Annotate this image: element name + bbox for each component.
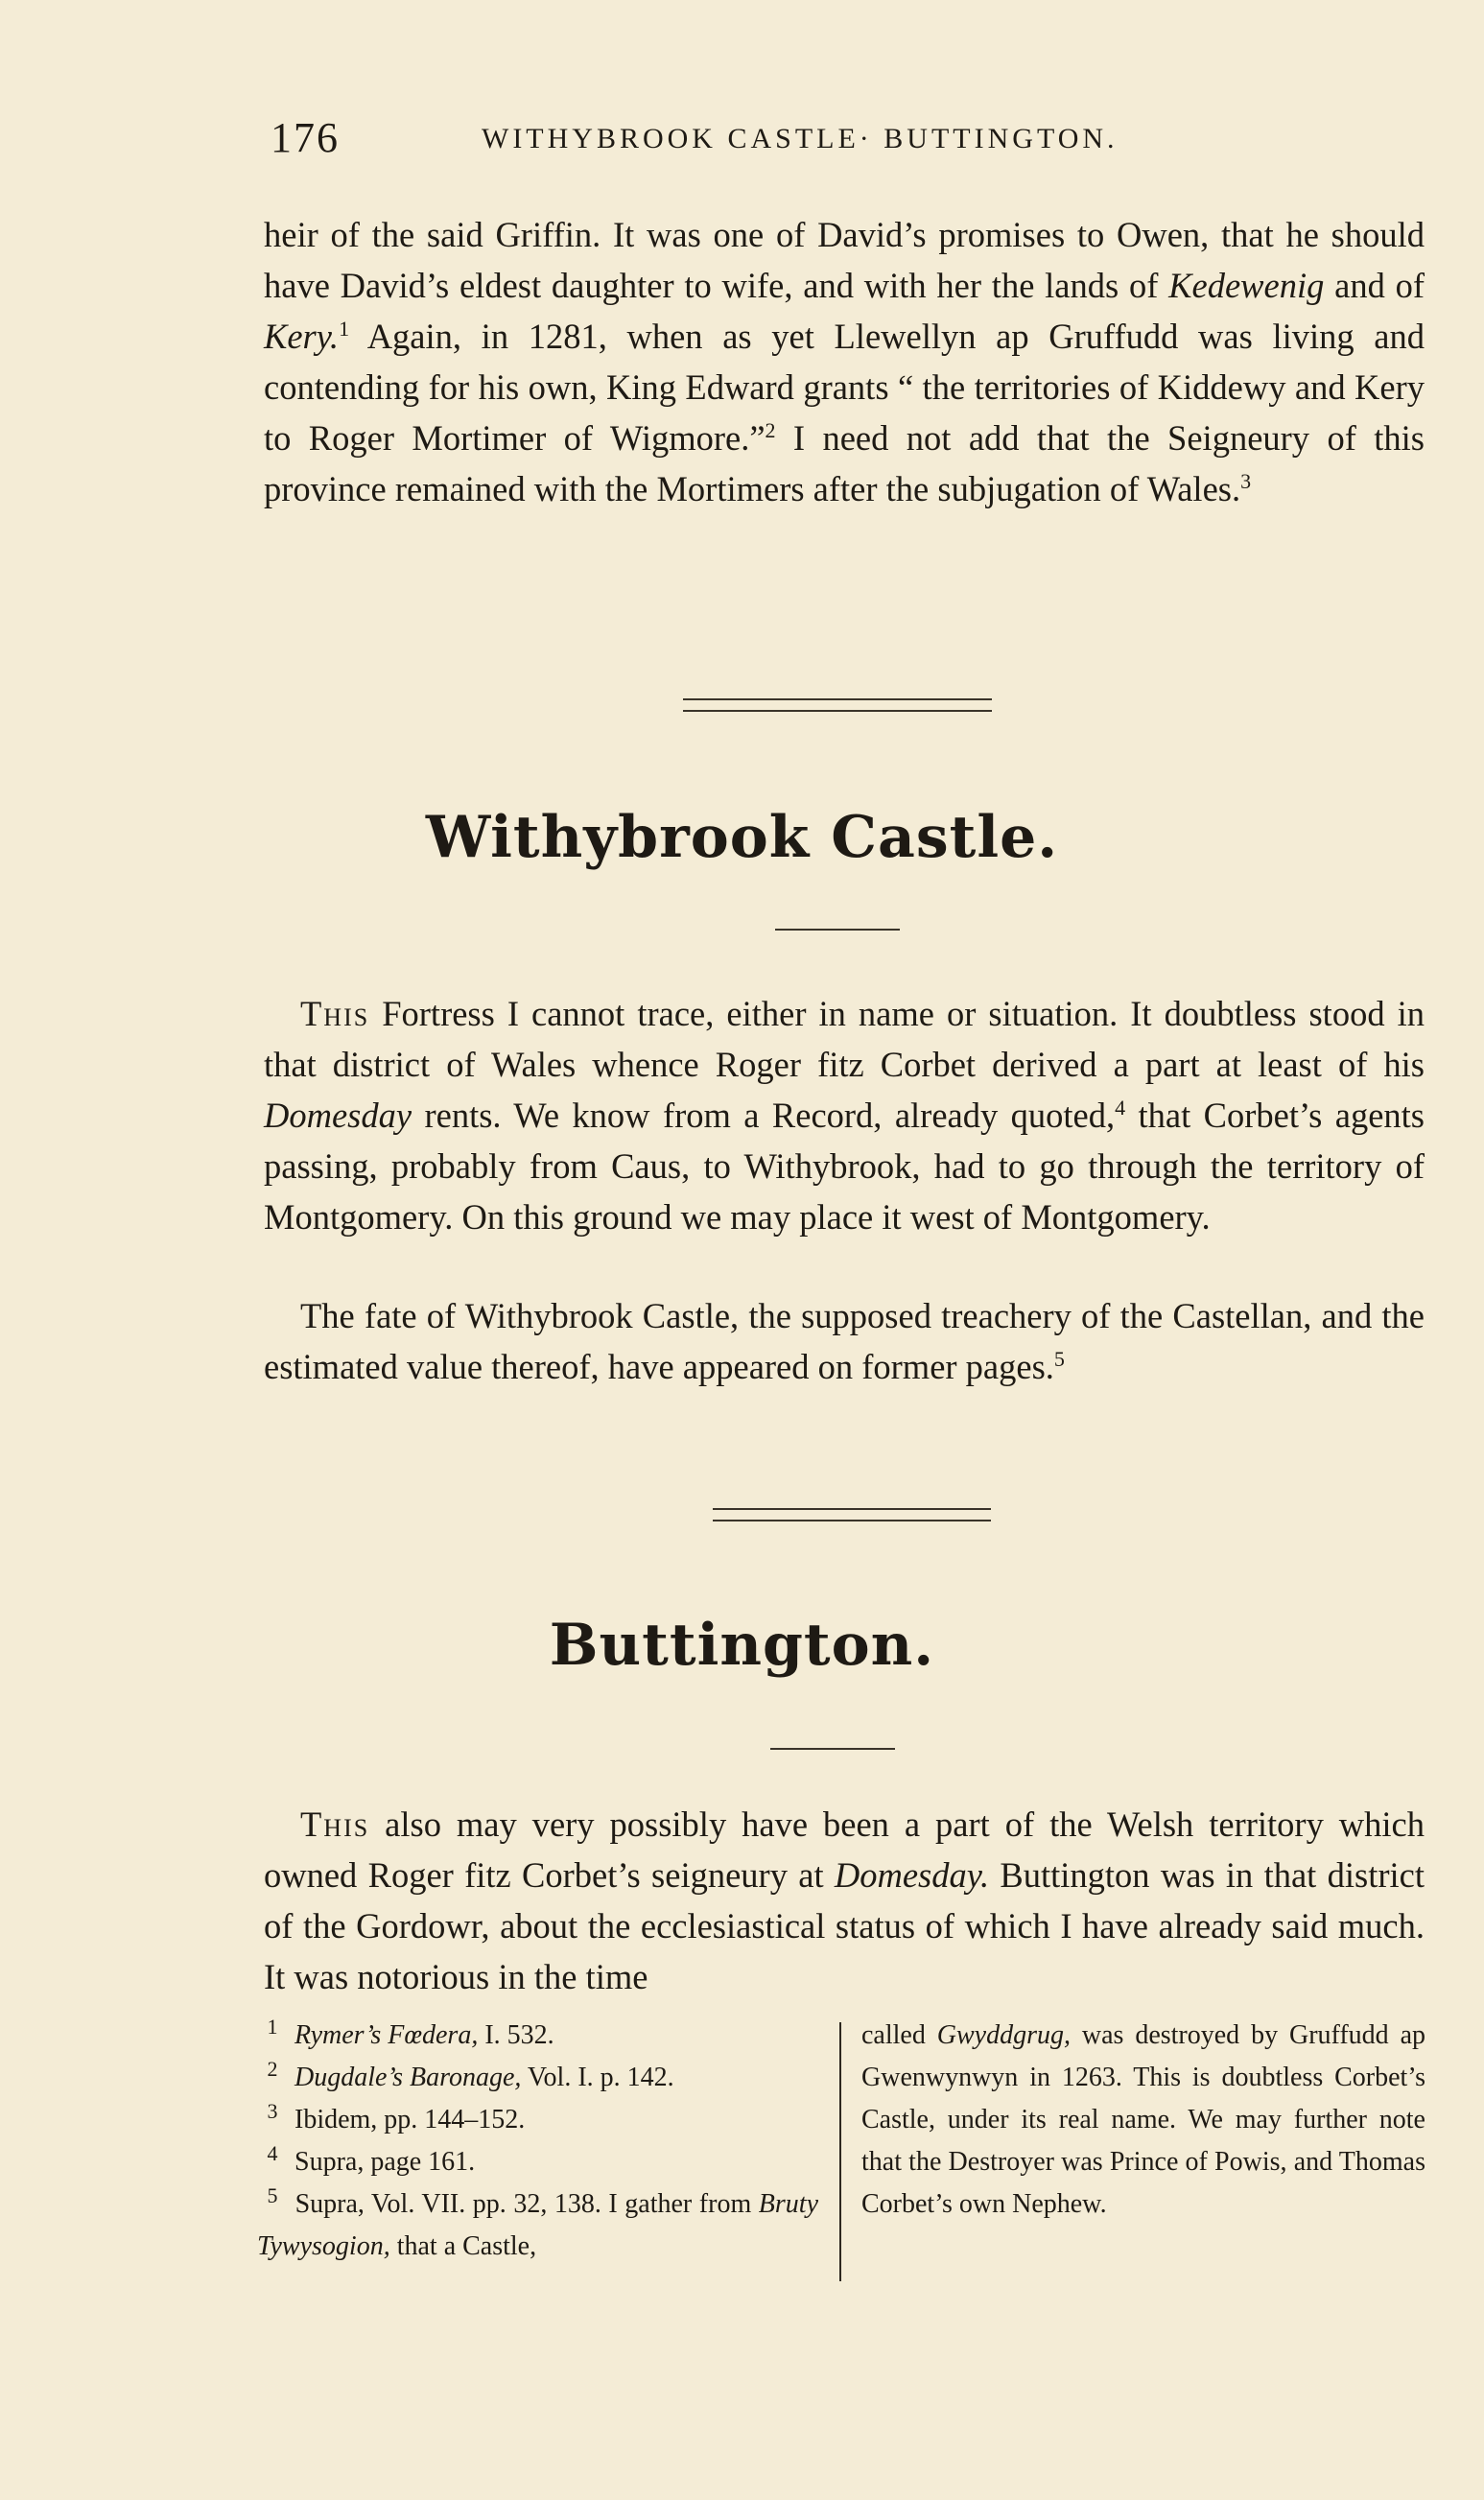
buttington-heading: Buttington.	[549, 1612, 935, 1679]
footnote-1-text: I. 532.	[478, 2020, 554, 2050]
withybrook-text-2: rents. We know from a Record, already quoted,	[412, 1096, 1116, 1135]
section-divider-double-2	[713, 1508, 991, 1521]
withybrook-paragraph-2	[264, 1290, 1425, 1392]
footnotes-left-column	[257, 2015, 818, 2268]
footnote-ref-3: 3	[1240, 468, 1252, 493]
withybrook-text-3: that Corbet’s agents passing, probably from Caus, to Withybrook, had to go through the territory of Montgomery. On this ground we may place it west of Montgomery.	[264, 1096, 1425, 1237]
withybrook-italic-domesday: Domesday	[264, 1096, 412, 1135]
buttington-text-2: Buttington was in that district of the Gordowr, about the ecclesiastical status of which I have already said much. It was notorious in the time	[264, 1855, 1425, 1996]
footnote-5-continued-2: was destroyed by Gruffudd ap Gwenwynwyn in 1263. This is doubtless Corbet’s Castle, under its real name. We may further note that the Destroyer was Prince of Powis, and Thomas Corbet’s own Nephew.	[861, 2020, 1426, 2219]
intro-italic-kedewenig: Kedewenig	[1168, 266, 1325, 305]
footnote-3-text: Ibidem, pp. 144–152.	[294, 2105, 526, 2134]
footnote-2-text: Vol. I. p. 142.	[521, 2063, 674, 2092]
footnote-5-italic: Bruty Tywysogion,	[257, 2189, 819, 2261]
footnote-1-italic: Rymer’s Fœdera,	[294, 2020, 479, 2050]
intro-text-3: Again, in 1281, when as yet Llewellyn ap Gruffudd was living and contending for his own, King Edward grants “ the territories of Kiddewy and Kery to Roger Mortimer of Wigmore.”	[264, 317, 1425, 458]
footnote-ref-4: 4	[1115, 1095, 1126, 1120]
withybrook-heading: Withybrook Castle.	[425, 804, 1059, 871]
buttington-italic-domesday: Domesday.	[834, 1855, 990, 1895]
footnote-2: $^2$ Dugdale’s Baronage, Vol. I. p. 142.	[267, 2056, 674, 2092]
intro-text-1: heir of the said Griffin. It was one of David’s promises to Owen, that he should have David’s eldest daughter to wife, and with her the lands of	[264, 215, 1425, 305]
intro-italic-kery: Kery.	[264, 317, 340, 356]
withybrook-text-1: Fortress I cannot trace, either in name or situation. It doubtless stood in that district of Wales whence Roger fitz Corbet derived a part at least of his	[264, 994, 1425, 1084]
smallcaps-lead-2: This	[300, 1804, 370, 1844]
footnote-column-divider	[839, 2022, 841, 2281]
footnote-1: $^1$ Rymer’s Fœdera, I. 532.	[267, 2014, 554, 2050]
footnote-5-italic-gwyddgrug: Gwyddgrug,	[936, 2020, 1071, 2050]
intro-text-2: and of	[1324, 266, 1425, 305]
heading-underline	[775, 929, 900, 931]
footnote-4: $^4$ Supra, page 161.	[267, 2140, 476, 2177]
footnote-5-text-1: Supra, Vol. VII. pp. 32, 138. I gather from	[294, 2189, 759, 2219]
buttington-text-1: also may very possibly have been a part of the Welsh territory which owned Roger fitz Corbet’s seigneury at	[264, 1804, 1425, 1895]
heading-underline-2	[770, 1748, 895, 1750]
intro-text-4: I need not add that the Seigneury of this province remained with the Mortimers after the subjugation of Wales.	[264, 418, 1425, 508]
footnote-5: $^5$ Supra, Vol. VII. pp. 32, 138. I gather from Bruty Tywysogion, that a Castle,	[257, 2182, 819, 2261]
withybrook-text-4: The fate of Withybrook Castle, the supposed treachery of the Castellan, and the estimated value thereof, have appeared on former pages.	[264, 1296, 1425, 1386]
footnote-ref-2: 2	[765, 417, 776, 442]
footnote-ref-5: 5	[1053, 1346, 1065, 1371]
footnotes-right-column	[861, 2015, 1425, 2226]
footnote-5-text-2: that a Castle,	[389, 2231, 537, 2261]
smallcaps-lead: This	[300, 994, 370, 1033]
withybrook-paragraph-1	[264, 988, 1425, 1242]
buttington-paragraph	[264, 1799, 1425, 2002]
footnote-2-italic: Dugdale’s Baronage,	[294, 2063, 522, 2092]
page-number: 176	[271, 114, 340, 161]
footnote-5-continued-1: called	[861, 2020, 937, 2050]
footnote-3: $^3$ Ibidem, pp. 144–152.	[267, 2098, 526, 2134]
footnote-4-text: Supra, page 161.	[294, 2147, 476, 2177]
running-title: WITHYBROOK CASTLE· BUTTINGTON.	[482, 123, 1119, 154]
footnote-ref-1: 1	[339, 316, 350, 341]
page-header	[271, 113, 1436, 171]
section-divider-double	[683, 698, 992, 712]
intro-paragraph	[264, 209, 1425, 514]
